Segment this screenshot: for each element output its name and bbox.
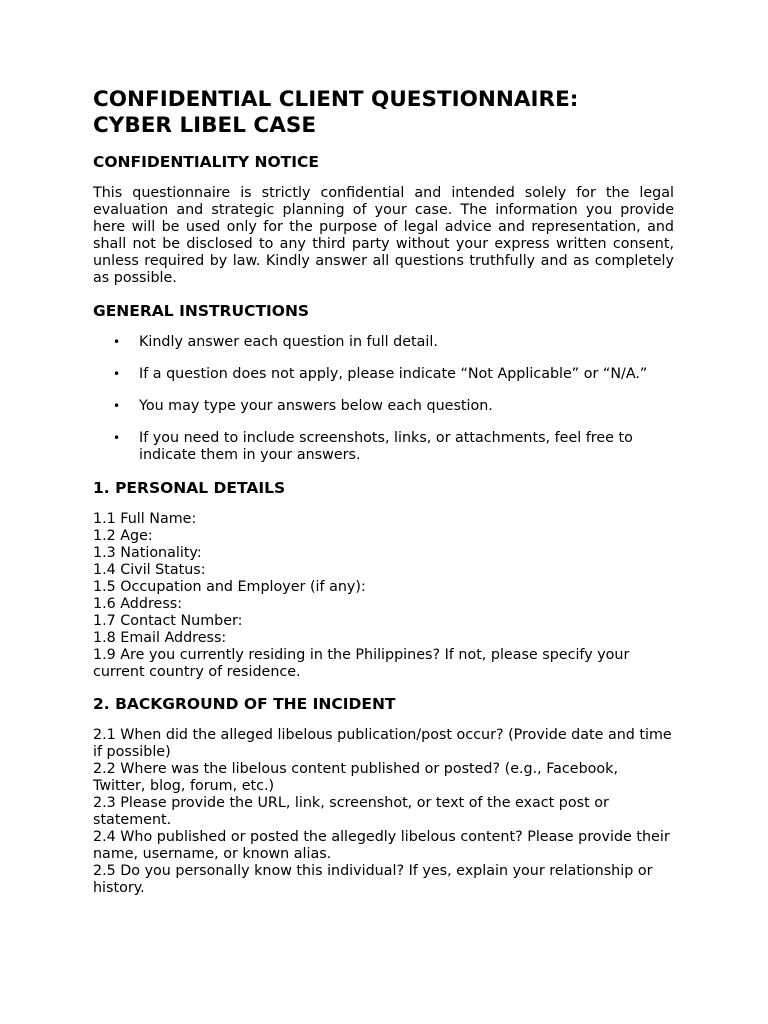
question-item: 2.4 Who published or posted the allegedly libelous content? Please provide their name, username, or known alias. [93, 829, 670, 862]
title-line-1: CONFIDENTIAL CLIENT QUESTIONNAIRE: [93, 87, 579, 112]
instructions-heading: GENERAL INSTRUCTIONS [93, 302, 310, 320]
instruction-text: If you need to include screenshots, links, or attachments, feel free to indicate them in your answers. [139, 430, 633, 463]
confidentiality-section [93, 152, 674, 287]
question-item: 1.3 Nationality: [93, 545, 202, 561]
question-item: 1.7 Contact Number: [93, 613, 243, 629]
instruction-item [93, 334, 674, 351]
background-questions [93, 727, 674, 897]
bullet-icon: • [113, 335, 121, 349]
question-item: 1.9 Are you currently residing in the Philippines? If not, please specify your current country of residence. [93, 647, 630, 680]
instruction-item [93, 398, 674, 415]
question-item: 2.3 Please provide the URL, link, screenshot, or text of the exact post or statement. [93, 795, 609, 828]
question-item: 1.1 Full Name: [93, 511, 197, 527]
bullet-icon: • [113, 431, 121, 445]
title-line-2: CYBER LIBEL CASE [93, 113, 317, 138]
question-item: 1.2 Age: [93, 528, 153, 544]
question-item: 1.5 Occupation and Employer (if any): [93, 579, 366, 595]
confidentiality-body: This questionnaire is strictly confidential and intended solely for the legal evaluation and strategic planning of your case. The information you provide here will be used only for the purpose of legal advice and representation, and shall not be disclosed to any third party without your express written consent, unless required by law. Kindly answer all questions truthfully and as completely as possible. [93, 185, 674, 286]
question-item: 2.2 Where was the libelous content published or posted? (e.g., Facebook, Twitter, blog, forum, etc.) [93, 761, 618, 794]
personal-details-section [93, 478, 674, 681]
confidentiality-heading: CONFIDENTIALITY NOTICE [93, 153, 319, 171]
instruction-text: Kindly answer each question in full detail. [139, 334, 438, 350]
background-heading: 2. BACKGROUND OF THE INCIDENT [93, 695, 396, 713]
question-item: 1.4 Civil Status: [93, 562, 206, 578]
question-item: 1.6 Address: [93, 596, 183, 612]
instruction-item [93, 366, 674, 383]
background-section [93, 694, 674, 897]
instruction-text: If a question does not apply, please indicate “Not Applicable” or “N/A.” [139, 366, 648, 382]
question-item: 1.8 Email Address: [93, 630, 227, 646]
bullet-icon: • [113, 367, 121, 381]
question-item: 2.5 Do you personally know this individual? If yes, explain your relationship or history. [93, 863, 653, 896]
personal-details-heading: 1. PERSONAL DETAILS [93, 479, 286, 497]
instruction-text: You may type your answers below each question. [139, 398, 493, 414]
document-title [93, 87, 674, 139]
bullet-icon: • [113, 399, 121, 413]
instructions-section [93, 301, 674, 464]
instructions-list [93, 334, 674, 464]
personal-questions [93, 511, 674, 681]
question-item: 2.1 When did the alleged libelous publication/post occur? (Provide date and time if possible) [93, 727, 672, 760]
instruction-item [93, 430, 674, 464]
